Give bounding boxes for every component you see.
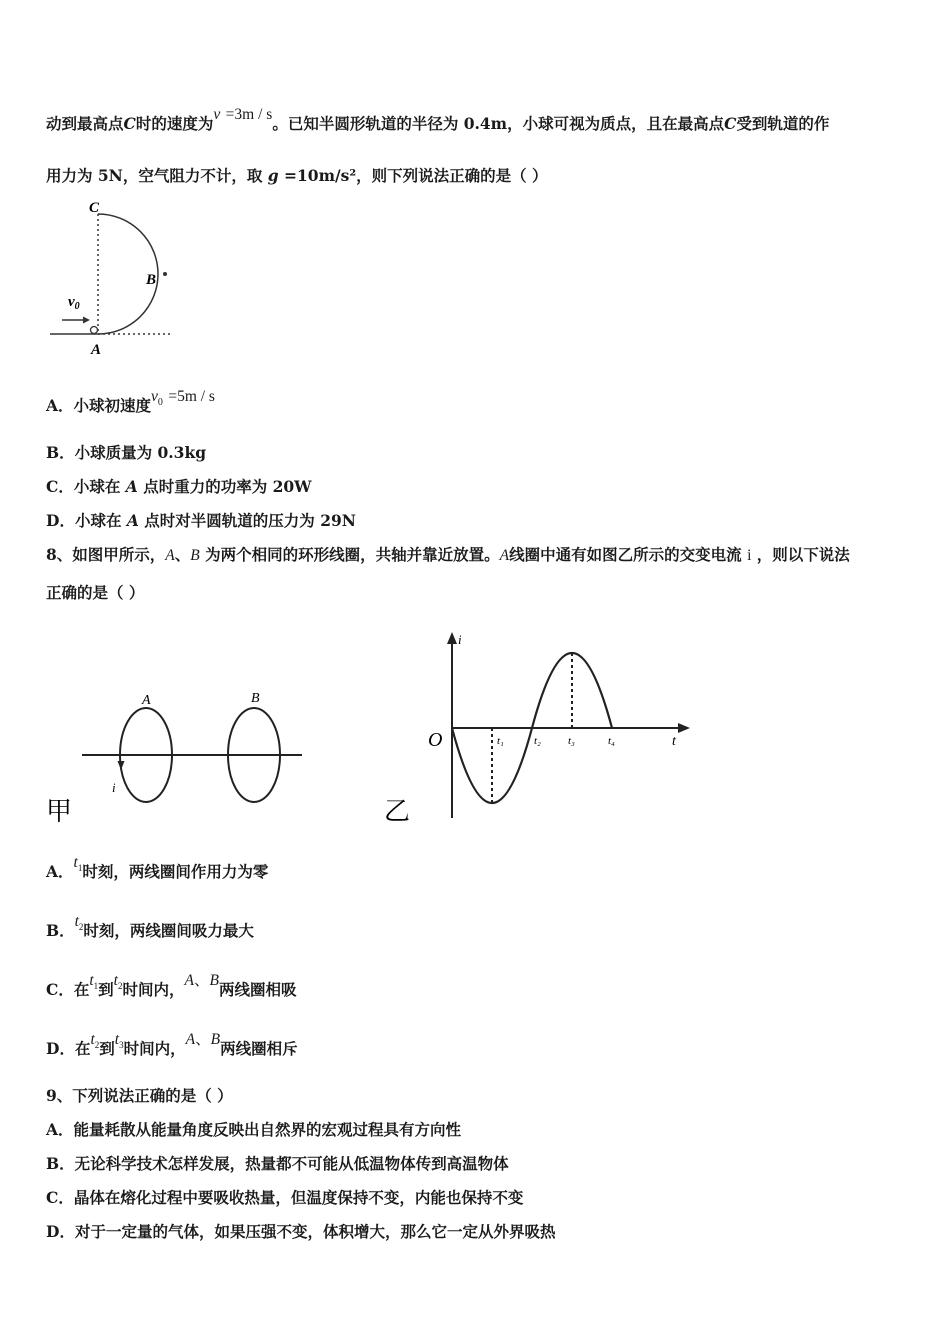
label-o: O: [428, 729, 443, 751]
t1-symbol: $t_1$: [73, 854, 83, 874]
text: 到: [99, 1039, 115, 1058]
v-subscript: 0: [157, 397, 163, 409]
v0-arrow-head: [83, 317, 90, 324]
q7-option-a: [46, 388, 215, 418]
label-i: i: [112, 780, 116, 795]
option-label: D．在: [46, 1039, 91, 1058]
text: 点时对半圆轨道的压力为 29N: [144, 511, 356, 530]
q9-stem: 9、下列说法正确的是（ ）: [46, 1086, 233, 1105]
q7-option-d: [46, 509, 356, 531]
text: 为两个相同的环形线圈，共轴并靠近放置。: [205, 545, 500, 564]
option-text: 时刻，两线圈间作用力为零: [82, 862, 269, 881]
q9-option-d: D．对于一定量的气体，如果压强不变，体积增大，那么它一定从外界吸热: [46, 1222, 556, 1241]
text: 、: [174, 545, 191, 564]
text: 线圈中通有如图乙所示的交变电流: [509, 545, 742, 564]
q8-option-d: [46, 1031, 298, 1060]
point-b-dot: [163, 272, 167, 276]
q7-option-b: B．小球质量为 0.3kg: [46, 443, 207, 462]
text: D．小球在: [46, 511, 122, 530]
text: =10m/s²，则下列说法正确的是（ ）: [284, 166, 548, 185]
option-label: C．在: [46, 980, 90, 999]
t-axis-arrow: [678, 723, 690, 733]
point-c: C: [123, 114, 136, 133]
t3-symbol: $t_3$: [114, 1031, 124, 1051]
v-symbol: v: [151, 388, 158, 405]
q7-semicircle-figure: [46, 196, 186, 360]
label-b: B: [146, 272, 157, 288]
text: 动到最高点: [46, 114, 124, 133]
label-a: A: [91, 342, 102, 358]
q8-current-graph: [380, 628, 700, 828]
q9-option-b: B．无论科学技术怎样发展，热量都不可能从低温物体传到高温物体: [46, 1154, 509, 1173]
point-a: A: [126, 511, 139, 530]
q8-stem-line-1: [46, 543, 850, 565]
label-v0: $v_0$: [68, 294, 80, 312]
label-t4: t₄: [608, 735, 615, 747]
text: 点时重力的功率为 20W: [143, 477, 312, 496]
point-a: A: [125, 477, 138, 496]
option-label: B．: [46, 921, 75, 940]
q9-option-c: C．晶体在熔化过程中要吸收热量，但温度保持不变，内能也保持不变: [46, 1188, 524, 1207]
q8-option-c: [46, 972, 297, 1001]
text: 时间内，: [123, 1039, 186, 1058]
g-symbol: g: [267, 166, 279, 185]
q7-stem-line-1: [46, 106, 830, 134]
text: 8、如图甲所示，: [46, 545, 166, 564]
label-t2: t₂: [534, 735, 541, 747]
t1-symbol: $t_1$: [89, 972, 99, 992]
text: 受到轨道的作: [736, 114, 830, 133]
option-label: A．: [46, 862, 74, 881]
v-value: =3m / s: [225, 106, 273, 123]
t2-symbol: $t_2$: [90, 1031, 100, 1051]
label-i: i: [458, 632, 462, 647]
text: 时间内，: [122, 980, 185, 999]
q7-stem-line-2: [46, 164, 548, 186]
coil-a: A: [499, 547, 510, 564]
label-t1: t₁: [497, 735, 504, 747]
text: 。已知半圆形轨道的半径为 0.4m，小球可视为质点，且在最高点: [272, 114, 725, 133]
q8-option-a: [46, 854, 269, 883]
v-symbol: v: [213, 106, 221, 123]
text: 到: [98, 980, 114, 999]
ball: [91, 327, 98, 334]
current-i: i: [747, 547, 752, 564]
q7-option-c: [46, 475, 312, 497]
coil-b: B: [190, 547, 200, 564]
current-arrow: [118, 761, 125, 770]
i-axis-arrow: [447, 632, 457, 644]
label-t: t: [672, 734, 676, 749]
coils-ab: A、B: [184, 972, 219, 989]
text: 时的速度为: [135, 114, 214, 133]
text: C．小球在: [46, 477, 121, 496]
text: 用力为 5N，空气阻力不计，取: [46, 166, 263, 185]
q9-option-a: A．能量耗散从能量角度反映出自然界的宏观过程具有方向性: [46, 1120, 462, 1139]
label-t3: t₃: [568, 735, 575, 747]
t2-symbol: $t_2$: [113, 972, 123, 992]
label-c: C: [89, 200, 100, 216]
option-text: A．小球初速度: [46, 396, 152, 415]
coil-a: A: [165, 547, 175, 564]
option-text: 两线圈相吸: [218, 980, 297, 999]
label-a: A: [142, 693, 151, 708]
q8-option-b: [46, 913, 254, 942]
option-text: 两线圈相斥: [220, 1039, 298, 1058]
text: ，则以下说法: [756, 545, 850, 564]
velocity-formula: [213, 104, 272, 123]
q8-coils-figure: [46, 680, 316, 830]
v0-value: =5m / s: [168, 388, 215, 405]
q8-stem-line-2: 正确的是（ ）: [46, 583, 145, 602]
caption-jia: 甲: [46, 797, 73, 826]
v0-formula: [151, 386, 215, 409]
caption-yi: 乙: [384, 797, 411, 826]
point-c: C: [724, 114, 737, 133]
coils-ab: A、B: [185, 1031, 221, 1048]
option-text: 时刻，两线圈间吸力最大: [83, 921, 254, 940]
t2-symbol: $t_2$: [74, 913, 84, 933]
label-b: B: [251, 691, 260, 706]
